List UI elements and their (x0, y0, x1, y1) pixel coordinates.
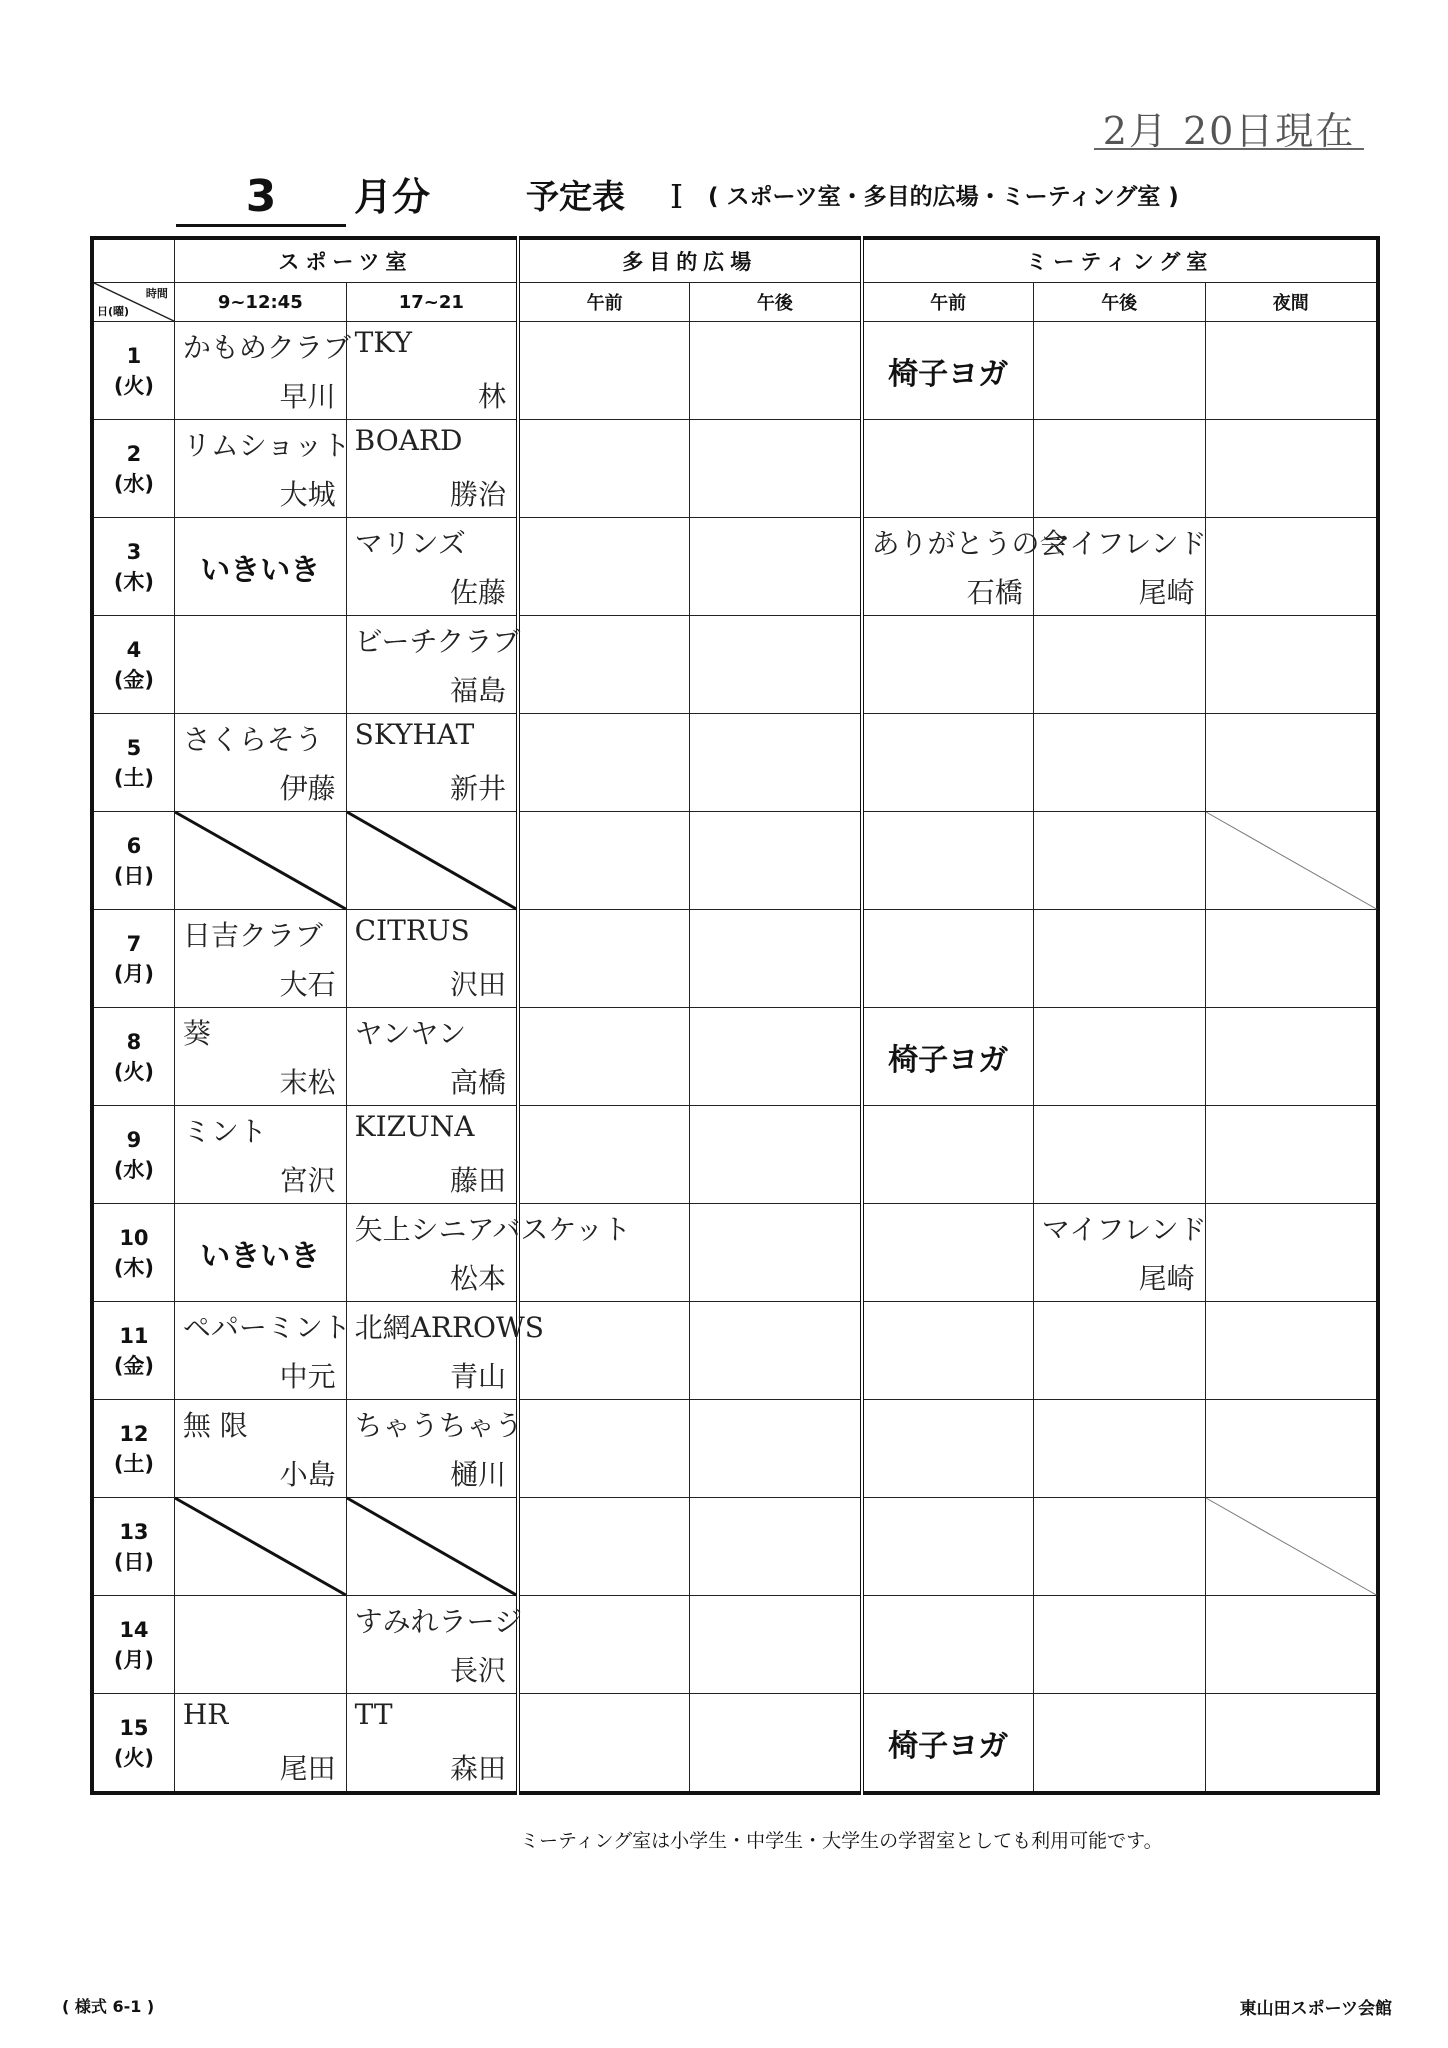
day-cell (92, 714, 174, 812)
day-number: 7 (126, 931, 142, 956)
day-number: 4 (126, 637, 142, 662)
representative-name: 石橋 (966, 576, 1023, 609)
representative-name: 尾崎 (1138, 1262, 1195, 1295)
slot-header: 17~21 (346, 283, 518, 322)
table-row (92, 1596, 1378, 1694)
slot-header: 午後 (1033, 283, 1205, 322)
day-of-week: (火) (113, 1745, 155, 1770)
schedule-cell[interactable] (690, 322, 862, 420)
day-cell (92, 1106, 174, 1204)
sports-room-header: スポーツ室 (174, 238, 518, 283)
day-cell (92, 322, 174, 420)
schedule-cell[interactable] (1033, 1400, 1205, 1498)
schedule-cell[interactable] (862, 1204, 1034, 1302)
schedule-cell[interactable] (346, 714, 518, 812)
schedule-cell[interactable] (690, 1008, 862, 1106)
schedule-cell[interactable] (346, 420, 518, 518)
closed-diagonal (347, 812, 516, 909)
header-blank (92, 238, 174, 283)
group-name: BOARD (354, 424, 463, 457)
schedule-cell[interactable] (346, 322, 518, 420)
representative-name: 青山 (449, 1360, 506, 1393)
schedule-cell[interactable] (174, 1106, 346, 1204)
schedule-cell[interactable] (174, 322, 351, 420)
day-of-week: (水) (113, 1157, 155, 1182)
schedule-cell[interactable] (690, 812, 862, 910)
schedule-cell[interactable] (518, 518, 690, 616)
representative-name: 福島 (449, 674, 506, 707)
representative-name: 沢田 (449, 968, 506, 1001)
schedule-rooms: ( スポーツ室・多目的広場・ミーティング室 ) (708, 184, 1179, 210)
day-of-week: (火) (113, 373, 155, 398)
schedule-cell[interactable] (690, 1498, 862, 1596)
closed-cell[interactable] (346, 1498, 518, 1596)
representative-name: 早川 (279, 380, 336, 413)
schedule-cell[interactable] (346, 1400, 523, 1498)
group-name: ビーチクラブ (354, 625, 521, 658)
schedule-cell[interactable] (346, 1302, 544, 1400)
schedule-cell[interactable] (518, 1302, 690, 1400)
schedule-cell[interactable] (174, 910, 346, 1008)
day-of-week: (月) (113, 961, 155, 986)
day-number: 13 (119, 1519, 149, 1544)
representative-name: 大石 (279, 968, 336, 1001)
schedule-cell[interactable] (518, 1204, 690, 1302)
schedule-cell[interactable] (174, 518, 346, 616)
day-of-week: (水) (113, 471, 155, 496)
schedule-cell[interactable] (690, 714, 862, 812)
group-name: 葵 (182, 1017, 211, 1050)
representative-name: 佐藤 (449, 576, 506, 609)
schedule-cell[interactable] (518, 322, 690, 420)
group-name: HR (182, 1698, 229, 1731)
schedule-cell[interactable] (1033, 910, 1205, 1008)
slot-header: 9~12:45 (174, 283, 346, 322)
month-suffix: 月分 (354, 175, 431, 219)
day-of-week: (木) (113, 569, 155, 594)
group-name: リムショット (182, 429, 351, 462)
schedule-cell[interactable] (862, 910, 1034, 1008)
schedule-cell[interactable] (1033, 420, 1205, 518)
corner-cell (92, 283, 174, 322)
schedule-cell[interactable] (862, 518, 1068, 616)
schedule-cell[interactable] (862, 616, 1034, 714)
schedule-cell[interactable] (346, 1008, 518, 1106)
schedule-cell[interactable] (862, 1302, 1034, 1400)
schedule-cell[interactable] (518, 1400, 690, 1498)
representative-name: 中元 (279, 1360, 336, 1393)
schedule-cell[interactable] (862, 1400, 1034, 1498)
schedule-cell[interactable] (346, 910, 518, 1008)
schedule-cell[interactable] (346, 1694, 518, 1794)
title-row (176, 170, 1276, 230)
schedule-cell[interactable] (1205, 910, 1378, 1008)
day-of-week: (木) (113, 1255, 155, 1280)
schedule-cell[interactable] (690, 1106, 862, 1204)
group-name: ミント (182, 1115, 267, 1148)
schedule-cell[interactable] (1205, 1400, 1378, 1498)
printed-booking: 椅子ヨガ (888, 1728, 1009, 1764)
group-name: KIZUNA (354, 1110, 475, 1143)
day-cell (92, 1302, 174, 1400)
representative-name: 末松 (279, 1066, 336, 1099)
schedule-cell[interactable] (690, 1596, 862, 1694)
representative-name: 高橋 (449, 1066, 506, 1099)
table-row (92, 714, 1378, 812)
group-name: 無 限 (182, 1409, 248, 1442)
group-name: 矢上シニアバスケット (354, 1213, 632, 1246)
representative-name: 尾崎 (1138, 576, 1195, 609)
day-of-week: (金) (113, 667, 155, 692)
day-of-week: (土) (113, 1451, 155, 1476)
schedule-cell[interactable] (518, 812, 690, 910)
closed-diagonal (175, 812, 346, 909)
table-row (92, 1400, 1378, 1498)
representative-name: 宮沢 (279, 1164, 336, 1197)
day-number: 1 (126, 343, 142, 368)
schedule-cell[interactable] (862, 1008, 1034, 1106)
day-cell (92, 518, 174, 616)
table-row (92, 1204, 1378, 1302)
slot-header: 午前 (862, 283, 1034, 322)
schedule-cell[interactable] (1033, 518, 1205, 616)
schedule-cell[interactable] (690, 1400, 862, 1498)
schedule-cell[interactable] (1033, 1106, 1205, 1204)
representative-name: 大城 (279, 478, 336, 511)
day-cell (92, 1498, 174, 1596)
day-cell (92, 812, 174, 910)
slot-header: 午前 (518, 283, 690, 322)
table-row (92, 1008, 1378, 1106)
schedule-cell[interactable] (1205, 322, 1378, 420)
day-cell (92, 1400, 174, 1498)
schedule-cell[interactable] (174, 1302, 351, 1400)
group-name: 日吉クラブ (182, 919, 323, 952)
form-id: ( 様式 6-1 ) (62, 1997, 155, 2016)
printed-booking: 椅子ヨガ (888, 1042, 1009, 1078)
schedule-cell[interactable] (690, 420, 862, 518)
day-number: 10 (119, 1225, 149, 1250)
closed-cell[interactable] (1205, 812, 1378, 910)
representative-name: 勝治 (449, 478, 506, 511)
day-of-week: (日) (113, 1549, 155, 1574)
schedule-cell[interactable] (862, 1596, 1034, 1694)
table-row (92, 518, 1378, 616)
schedule-cell[interactable] (346, 1204, 632, 1302)
group-name: ちゃうちゃう (354, 1409, 523, 1442)
schedule-cell[interactable] (174, 1694, 346, 1794)
slot-header: 夜間 (1205, 283, 1378, 322)
closed-cell[interactable] (174, 812, 346, 910)
table-row (92, 1694, 1378, 1794)
day-number: 12 (119, 1421, 149, 1446)
schedule-cell[interactable] (1205, 1694, 1378, 1794)
schedule-cell[interactable] (1033, 1596, 1205, 1694)
schedule-cell[interactable] (174, 616, 346, 714)
day-cell (92, 910, 174, 1008)
representative-name: 小島 (279, 1458, 336, 1491)
table-row (92, 420, 1378, 518)
slot-header: 午後 (690, 283, 862, 322)
schedule-cell[interactable] (518, 420, 690, 518)
schedule-cell[interactable] (1205, 420, 1378, 518)
representative-name: 長沢 (449, 1654, 506, 1687)
usage-note: ミーティング室は小学生・中学生・大学生の学習室としても利用可能です。 (520, 1830, 1163, 1852)
schedule-cell[interactable] (346, 1596, 523, 1694)
day-of-week: (土) (113, 765, 155, 790)
closed-cell[interactable] (346, 812, 518, 910)
schedule-cell[interactable] (1205, 714, 1378, 812)
as-of-date: 2月 20日現在 (1094, 100, 1364, 150)
schedule-cell[interactable] (1033, 1694, 1205, 1794)
table-row (92, 812, 1378, 910)
multipurpose-header: 多目的広場 (518, 238, 862, 283)
table-row (92, 1498, 1378, 1596)
day-number: 14 (119, 1617, 149, 1642)
schedule-cell[interactable] (690, 910, 862, 1008)
schedule-cell[interactable] (1205, 616, 1378, 714)
day-cell (92, 1694, 174, 1794)
schedule-cell[interactable] (346, 1106, 518, 1204)
day-number: 3 (126, 539, 142, 564)
closed-cell[interactable] (174, 1498, 346, 1596)
table-row (92, 1106, 1378, 1204)
group-name: さくらそう (182, 723, 323, 756)
schedule-cell[interactable] (1033, 322, 1205, 420)
schedule-cell[interactable] (690, 1302, 862, 1400)
group-name: TKY (354, 326, 412, 359)
schedule-cell[interactable] (1205, 1596, 1378, 1694)
group-name: ヤンヤン (354, 1017, 467, 1050)
schedule-cell[interactable] (174, 1596, 346, 1694)
facility-name: 東山田スポーツ会館 (1239, 1999, 1392, 2019)
schedule-cell[interactable] (1205, 1204, 1378, 1302)
schedule-cell[interactable] (1033, 812, 1205, 910)
day-number: 11 (119, 1323, 149, 1348)
group-name: ありがとうの会 (871, 527, 1068, 560)
schedule-cell[interactable] (518, 616, 690, 714)
day-cell (92, 616, 174, 714)
day-cell (92, 420, 174, 518)
printed-booking: 椅子ヨガ (888, 356, 1009, 392)
table-row (92, 322, 1378, 420)
closed-diagonal (1206, 1498, 1376, 1595)
group-name: すみれラージ (354, 1605, 523, 1638)
schedule-cell[interactable] (1033, 616, 1205, 714)
schedule-cell[interactable] (690, 1204, 862, 1302)
group-name: ペパーミント (182, 1311, 351, 1344)
schedule-cell[interactable] (862, 1498, 1034, 1596)
schedule-cell[interactable] (518, 714, 690, 812)
schedule-cell[interactable] (518, 1008, 690, 1106)
schedule-number: Ⅰ (670, 177, 684, 216)
closed-cell[interactable] (1205, 1498, 1378, 1596)
schedule-cell[interactable] (174, 1400, 346, 1498)
schedule-cell[interactable] (862, 1106, 1034, 1204)
group-name: かもめクラブ (182, 331, 351, 364)
corner-date-label: 日(曜) (97, 305, 130, 318)
schedule-cell[interactable] (1205, 1106, 1378, 1204)
schedule-cell[interactable] (1033, 1498, 1205, 1596)
schedule-cell[interactable] (346, 616, 521, 714)
schedule-cell[interactable] (1033, 1204, 1205, 1302)
schedule-cell[interactable] (174, 420, 351, 518)
table-row (92, 910, 1378, 1008)
group-name: 北網ARROWS (354, 1311, 544, 1344)
day-number: 5 (126, 735, 142, 760)
day-of-week: (月) (113, 1647, 155, 1672)
printed-booking: いきいき (200, 1238, 321, 1274)
schedule-cell[interactable] (862, 322, 1034, 420)
month-number: 3 (176, 170, 346, 227)
group-name: SKYHAT (354, 718, 475, 751)
meeting-room-header: ミーティング室 (862, 238, 1378, 283)
schedule-cell[interactable] (518, 1596, 690, 1694)
printed-booking: いきいき (200, 552, 321, 588)
schedule-cell[interactable] (862, 420, 1034, 518)
table-row (92, 1302, 1378, 1400)
schedule-cell[interactable] (1205, 518, 1378, 616)
representative-name: 松本 (449, 1262, 506, 1295)
representative-name: 林 (477, 380, 506, 413)
day-number: 15 (119, 1715, 149, 1740)
representative-name: 樋川 (449, 1458, 506, 1491)
schedule-cell[interactable] (690, 616, 862, 714)
representative-name: 尾田 (279, 1752, 336, 1785)
schedule-title: 予定表 (526, 177, 625, 216)
schedule-cell[interactable] (1205, 1302, 1378, 1400)
day-number: 2 (126, 441, 142, 466)
group-name: TT (354, 1698, 393, 1731)
day-of-week: (金) (113, 1353, 155, 1378)
schedule-cell[interactable] (174, 714, 346, 812)
schedule-table (90, 236, 1380, 1795)
schedule-cell[interactable] (518, 1498, 690, 1596)
representative-name: 伊藤 (279, 772, 336, 805)
schedule-cell[interactable] (1033, 714, 1205, 812)
day-cell (92, 1008, 174, 1106)
schedule-cell[interactable] (862, 812, 1034, 910)
day-number: 9 (126, 1127, 142, 1152)
representative-name: 藤田 (449, 1164, 506, 1197)
day-cell (92, 1596, 174, 1694)
schedule-cell[interactable] (690, 518, 862, 616)
schedule-cell[interactable] (518, 910, 690, 1008)
group-name: マイフレンド (1041, 1213, 1207, 1246)
group-name: マイフレンド (1041, 527, 1207, 560)
day-cell (92, 1204, 174, 1302)
group-name: マリンズ (354, 527, 466, 560)
schedule-cell[interactable] (862, 714, 1034, 812)
day-of-week: (日) (113, 863, 155, 888)
day-number: 8 (126, 1029, 142, 1054)
schedule-cell[interactable] (518, 1106, 690, 1204)
day-number: 6 (126, 833, 142, 858)
schedule-cell[interactable] (346, 518, 518, 616)
closed-diagonal (347, 1498, 516, 1595)
day-of-week: (火) (113, 1059, 155, 1084)
representative-name: 新井 (449, 772, 506, 805)
corner-time-label: 時間 (145, 287, 168, 300)
schedule-cell[interactable] (1205, 1008, 1378, 1106)
closed-diagonal (175, 1498, 346, 1595)
schedule-cell[interactable] (174, 1008, 346, 1106)
schedule-cell[interactable] (1033, 1008, 1205, 1106)
schedule-cell[interactable] (518, 1694, 690, 1794)
table-row (92, 616, 1378, 714)
closed-diagonal (1206, 812, 1376, 909)
schedule-cell[interactable] (1033, 1302, 1205, 1400)
schedule-cell[interactable] (174, 1204, 346, 1302)
schedule-cell[interactable] (690, 1694, 862, 1794)
group-name: CITRUS (354, 914, 470, 947)
representative-name: 森田 (449, 1752, 506, 1785)
schedule-cell[interactable] (862, 1694, 1034, 1794)
